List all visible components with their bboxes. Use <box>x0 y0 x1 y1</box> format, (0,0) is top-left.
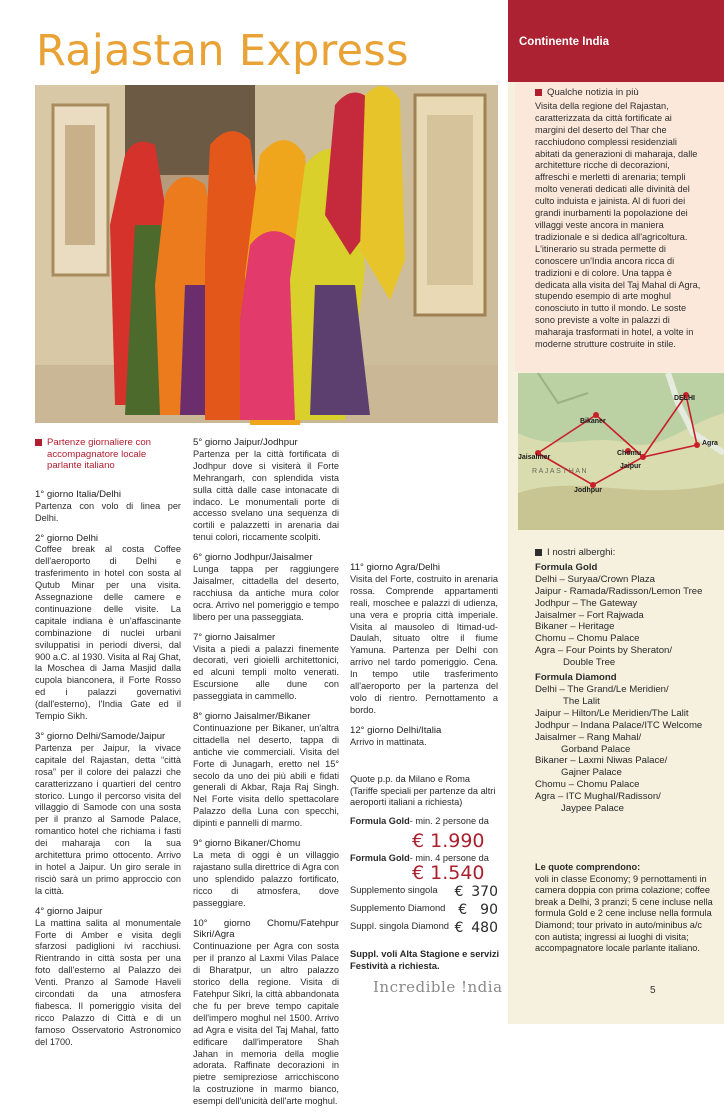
day-7 <box>193 632 339 703</box>
formula-label: Formula Gold <box>350 816 410 826</box>
hotel-item: Jaisalmer – Fort Rajwada <box>535 609 644 621</box>
hotel-item: Jodhpur – The Gateway <box>535 597 638 609</box>
price-gold-4-value: € 1.540 <box>412 862 485 884</box>
hotel-item: The Lalit <box>563 695 600 707</box>
day-text: Continuazione per Agra con sosta per il pranzo al Laxmi Vilas Palace di Bharatpur, un altro palazzo storico della regione. Visita di Fatehpur Sikri, la città abbandonata che fu per breve tempo capitale dell'impero moghul nel 1500. Arrivo ad Agra e visita del Taj Mahal, fatto edificare dall'imperatore Shah Jahan in memoria della moglie adorata. Raffinate decorazioni in pietre semipreziose arricchiscono la costruzione in marmo bianco, esempi dell'unicità dell'arte moghul. <box>193 941 339 1107</box>
hotel-item: Chomu – Chomu Palace <box>535 779 640 791</box>
day-text: Partenza con volo di linea per Delhi. <box>35 500 181 523</box>
map-label-jodhpur: Jodhpur <box>574 487 602 494</box>
info-heading: Qualche notizia in più <box>535 87 703 99</box>
day-text: Coffee break al costa Coffee dell'aeroporto di Delhi e trasferimento in hotel con sosta al Qutub Minar per una visita. Assegnazione delle camere e continuazione delle visite. La capitale indiana è un'affascinante combinazione di nuclei urbani sviluppatisi in periodi diversi, dal 900 a.C. al 1930. Visita al Raj Ghat, la Moschea di Jama Masjid dalla cupola bianconera, il Forte Rosso ed i palazzi governativi (dall'esterno), l'India Gate ed il Tempio Sikh. <box>35 544 181 722</box>
quotes-subtitle: (Tariffe speciali per partenze da altri aeroporti italiani a richiesta) <box>350 785 496 808</box>
page-title: Rajastan Express <box>36 26 409 76</box>
departure-note <box>35 437 181 472</box>
supplement-row <box>350 884 498 900</box>
supplement-label: Supplemento Diamond <box>350 902 446 913</box>
day-heading: 12° giorno Delhi/Italia <box>350 724 442 736</box>
day-text: Arrivo in mattinata. <box>350 736 427 747</box>
day-10 <box>193 918 339 1109</box>
includes-text: voli in classe Economy; 9 pernottamenti in camera doppia con prima colazione; coffee break a Delhi, 3 pranzi; 5 cene incluse nella formula Gold e 2 cene incluse nella formula Diamond; tour privato in auto/minibus a/c con autista; ingressi ai luoghi di visita; accompagnatore locale parlante italiano. <box>535 873 713 954</box>
seasonal-note: Suppl. voli Alta Stagione e servizi Festività a richiesta. <box>350 948 500 971</box>
day-2 <box>35 533 181 724</box>
day-text: Visita a piedi a palazzi finemente decorati, veri gioielli architettonici, ed alcuni templi molto venerati. Escursione alle dune con passeggiata in cammello. <box>193 643 339 702</box>
women-in-saris-image <box>35 85 498 423</box>
hotel-item: Delhi – Suryaa/Crown Plaza <box>535 573 655 585</box>
hotel-item: Bikaner – Heritage <box>535 621 615 633</box>
sidebar-header <box>508 0 724 82</box>
formula-label: Formula Gold <box>350 853 410 863</box>
map-label-bikaner: Bikaner <box>580 418 606 425</box>
hotel-item: Double Tree <box>563 657 616 669</box>
min-persons: - min. 2 persone da <box>409 816 489 826</box>
map-label-chomu: Chomu <box>617 450 642 457</box>
day-12 <box>350 725 498 749</box>
hotel-item: Bikaner – Laxmi Niwas Palace/ <box>535 755 668 767</box>
day-heading: 4° giorno Jaipur <box>35 905 103 917</box>
hotel-item: Jaisalmer – Rang Mahal/ <box>535 731 642 743</box>
route-map <box>518 373 724 530</box>
supplement-value: 370 <box>471 884 498 900</box>
includes-block <box>535 862 715 955</box>
departure-note-text: Partenze giornaliere con accompagnatore locale parlante italiano <box>47 437 151 472</box>
day-heading: 8° giorno Jaisalmer/Bikaner <box>193 711 311 723</box>
supplement-currency: € <box>454 920 464 936</box>
min-persons: - min. 4 persone da <box>409 853 489 863</box>
day-heading: 6° giorno Jodhpur/Jaisalmer <box>193 552 313 564</box>
hotel-item: Gajner Palace <box>561 767 622 779</box>
day-text: La meta di oggi è un villaggio rajastano sulla direttrice di Agra con uno splendido palazzo fortificato, ricco di atmosfera, dove passeggiare. <box>193 850 339 908</box>
hotel-item: Agra – ITC Mughal/Radisson/ <box>535 791 661 803</box>
section-label: Continente India <box>519 36 610 48</box>
hotels-heading: I nostri alberghi: <box>535 547 715 559</box>
hotel-item: Gorband Palace <box>561 743 631 755</box>
quotes-heading <box>350 774 500 809</box>
day-11 <box>350 562 498 717</box>
hotel-item: Chomu – Chomu Palace <box>535 633 640 645</box>
price-gold-2 <box>350 816 489 826</box>
day-1 <box>35 489 181 525</box>
map-label-delhi: DELHI <box>674 395 695 402</box>
day-text: Partenza per Jaipur, la vivace capitale del Rajastan, detta “città rosa” per il colore dei palazzi che caratterizzano i quartieri del centro storico. Lungo il percorso visita del villaggio di Samode con una sosta per il pranzo al Samode Palace, romantico hotel che richiama i fasti dei maharaja con la sua architettura primo ottocento. Arrivo in hotel a Jaipur. Un giro serale in risciò sarà un primo approccio con la città. <box>35 742 181 896</box>
quotes-title: Quote p.p. da Milano e Roma <box>350 774 471 784</box>
day-5 <box>193 437 339 544</box>
day-text: Visita del Forte, costruito in arenaria rossa. Comprende appartamenti reali, moschee e palazzi di udienza, una vera e propria città imperiale. Visita al mausoleo di Itimad-ud-Daulah, situato oltre il fiume Yamuna. Partenza per Delhi con arrivo nel tardo pomeriggio. Cena. In tempo utile trasferimento all'aeroporto per la partenza del volo di rientro. Pernottamento a bordo. <box>350 573 498 715</box>
formula-diamond-title: Formula Diamond <box>535 672 617 684</box>
day-6 <box>193 552 339 623</box>
day-heading: 9° giorno Bikaner/Chomu <box>193 838 301 850</box>
day-8 <box>193 711 339 830</box>
page-number: 5 <box>650 985 656 996</box>
map-label-agra: Agra <box>702 440 718 447</box>
itinerary-column-2 <box>193 437 339 1116</box>
rajasthan-route-map <box>518 373 724 530</box>
day-3 <box>35 731 181 898</box>
supplement-value: 90 <box>480 902 498 918</box>
hotel-item: Jaypee Palace <box>561 803 624 815</box>
bullet-square-icon <box>535 89 542 96</box>
supplement-row <box>350 902 498 918</box>
day-heading: 11° giorno Agra/Delhi <box>350 562 441 573</box>
map-label-jaipur: Jaipur <box>620 463 642 470</box>
incredible-india-logo: Incredible !ndia <box>373 978 503 996</box>
supplement-currency: € <box>458 902 468 918</box>
price-gold-2-value: € 1.990 <box>412 830 485 852</box>
day-4 <box>35 906 181 1049</box>
hotel-item: Delhi – The Grand/Le Meridien/ <box>535 683 669 695</box>
supplement-label: Supplemento singola <box>350 884 438 895</box>
hotel-item: Jaipur – Hilton/Le Meridien/The Lalit <box>535 707 689 719</box>
day-text: Continuazione per Bikaner, un'altra cittadella nel deserto, tappa di antiche vie commerciali. Visita del Forte di Junagarh, eretto nel 15° secolo da uno dei più abili e fidati generali di Akbar, Raja Raj Singh. Nel Forte visita dello spettacolare Palazzo della Luna con specchi, dipinti e pannelli di marmo. <box>193 722 339 829</box>
map-label-region: R A J A S T H A N <box>532 468 587 475</box>
day-text: Partenza per la città fortificata di Jodhpur dove si visiterà il Forte Mehrangarh, con splendida vista sulla città dalle case intonacate di indaco. Le monumentali porte di accesso svelano una sequenza di cortili e palazzetti in arenaria dai tenui colori, riccamente scolpiti. <box>193 448 339 543</box>
info-body: Visita della regione del Rajastan, caratterizzata da città fortificate ai margini del deserto del Thar che racchiudono complessi residenziali abitati da generazioni di maharaja, dalle architetture ricche di decorazioni, affreschi e merletti di arenaria; templi molto venerati dedicati alle divinità del culto induista e jainista. Al di fuori dei grandi inurbamenti la popolazione dei villaggi veste ancora in maniera tradizionale e si dedica all'agricoltura. L'itinerario su strada permette di conoscere un'India ancora ricca di tradizioni e di colore. Una tappa è dedicata alla visita del Taj Mahal di Agra, stupendo esempio di arte moghul conosciuto in tutto il mondo. Le soste sono previste a volte in palazzi di maharaja trasformati in hotel, a volte in moderne strutture costruite in stile. <box>535 100 701 350</box>
day-heading: 1° giorno Italia/Delhi <box>35 488 121 500</box>
day-heading: 3° giorno Delhi/Samode/Jaipur <box>35 731 166 742</box>
hotels-list <box>535 547 715 815</box>
itinerary-column-1 <box>35 437 181 1057</box>
hotel-item: Jaipur - Ramada/Radisson/Lemon Tree <box>535 585 703 597</box>
day-text: Lunga tappa per raggiungere Jaisalmer, cittadella del deserto, racchiusa da antiche mura color ocra. Arrivo nel pomeriggio e tempo libero per una passeggiata. <box>193 564 339 622</box>
hotel-item: Jodhpur – Indana Palace/ITC Welcome <box>535 719 703 731</box>
info-text-block <box>535 87 703 351</box>
supplement-value: 480 <box>471 920 498 936</box>
supplement-currency: € <box>454 884 464 900</box>
supplement-label: Suppl. singola Diamond <box>350 920 450 931</box>
day-heading: 7° giorno Jaisalmer <box>193 631 276 643</box>
bullet-square-icon <box>35 439 42 446</box>
map-label-jaisalmer: Jaisalmer <box>518 454 551 461</box>
day-heading: 2° giorno Delhi <box>35 532 99 544</box>
day-9 <box>193 838 339 909</box>
itinerary-column-3 <box>350 562 498 757</box>
bullet-square-icon <box>535 549 542 556</box>
city-marker <box>694 442 700 448</box>
day-heading: 10° giorno Chomu/Fatehpur Sikri/Agra <box>193 917 339 941</box>
cover-photo <box>35 85 498 423</box>
includes-heading: Le quote comprendono: <box>535 862 641 872</box>
hotel-item: Agra – Four Points by Sheraton/ <box>535 645 673 657</box>
day-heading: 5° giorno Jaipur/Jodhpur <box>193 437 298 448</box>
supplement-row <box>350 920 498 936</box>
day-text: La mattina salita al monumentale Forte di Amber e visita degli sfarzosi padiglioni ivi racchiusi. Rientrando in città sosta per una foto dall'esterno al Palazzo dei Venti. Pranzo al Samode Haveli circondati da una atmosfera fiabesca. Il pomeriggio visita del ricco Palazzo di Città e di un famoso Osservatorio Astronomico del 1700. <box>35 917 181 1047</box>
formula-gold-title: Formula Gold <box>535 561 598 573</box>
